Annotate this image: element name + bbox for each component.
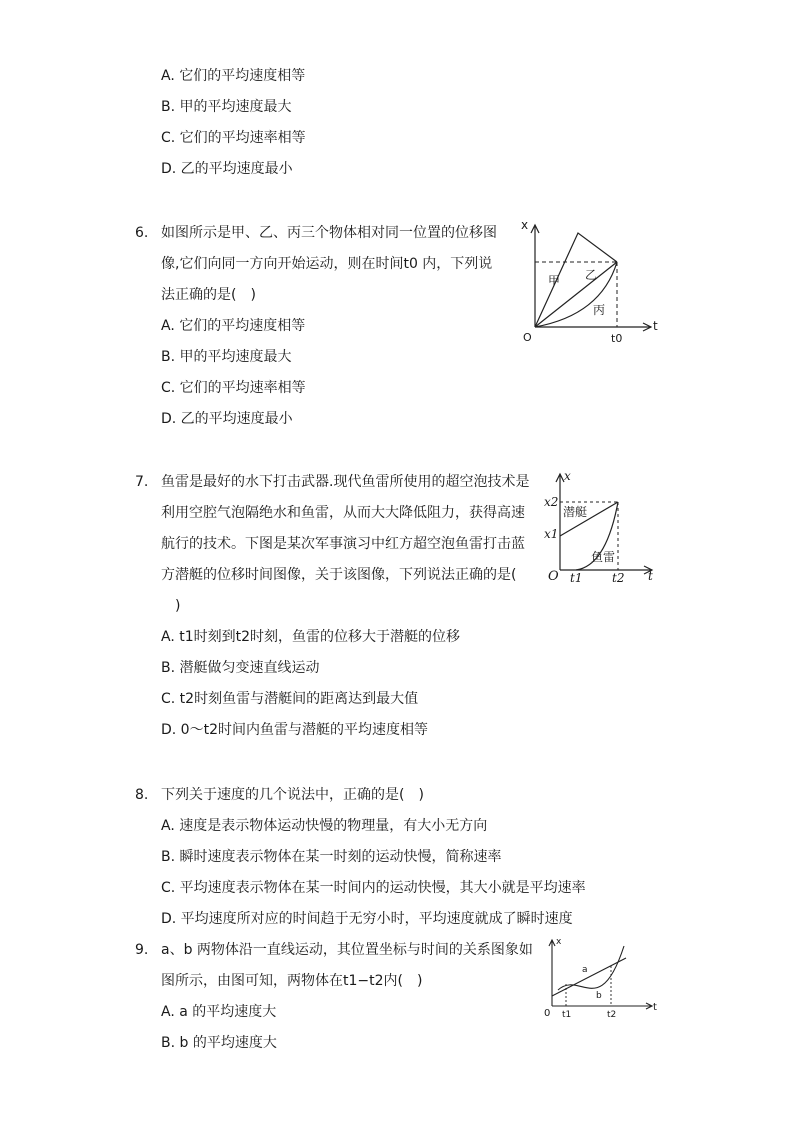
curve-label-a: a [582, 965, 588, 975]
t1-tick-label: t1 [570, 571, 583, 585]
curve-label-submarine: 潜艇 [563, 505, 588, 519]
origin-label: O [523, 331, 532, 344]
option-b: B. 甲的平均速度最大 [161, 349, 292, 365]
curve-label-jia: 甲 [548, 274, 561, 288]
option-b: B. 甲的平均速度最大 [161, 99, 292, 115]
x-axis-label: t [653, 319, 658, 333]
origin-label: 0 [544, 1008, 551, 1019]
curve-label-b: b [596, 991, 602, 1001]
option-a: A. 它们的平均速度相等 [161, 68, 306, 84]
q7-displacement-time-graph [540, 466, 665, 586]
question-stem-line: a、b 两物体沿一直线运动，其位置坐标与时间的关系图象如 [161, 942, 533, 958]
question-stem-line: ) [161, 598, 181, 614]
curve-label-yi: 乙 [585, 268, 598, 282]
question-number: 8. [135, 787, 149, 803]
x1-tick-label: x1 [544, 527, 559, 541]
question-number: 9. [135, 942, 149, 958]
option-d: D. 0～t2时间内鱼雷与潜艇的平均速度相等 [161, 722, 428, 738]
question-stem-line: 鱼雷是最好的水下打击武器.现代鱼雷所使用的超空泡技术是 [161, 474, 530, 490]
option-d: D. 乙的平均速度最小 [161, 161, 293, 177]
t0-tick-label: t0 [611, 332, 623, 345]
question-stem-line: 图所示，由图可知，两物体在t1−t2内( ) [161, 973, 423, 989]
question-number: 7. [135, 474, 149, 490]
t2-tick-label: t2 [607, 1010, 617, 1020]
t1-tick-label: t1 [562, 1010, 572, 1020]
option-a: A. 它们的平均速度相等 [161, 318, 306, 334]
question-stem-line: 法正确的是( ) [161, 287, 256, 303]
x2-tick-label: x2 [544, 495, 559, 509]
option-c: C. 它们的平均速率相等 [161, 130, 306, 146]
option-c: C. 它们的平均速率相等 [161, 380, 306, 396]
option-d: D. 乙的平均速度最小 [161, 411, 293, 427]
q9-position-time-graph [540, 936, 665, 1021]
curve-yi [535, 262, 617, 327]
option-c: C. t2时刻鱼雷与潜艇间的距离达到最大值 [161, 691, 419, 707]
question-stem-line: 航行的技术。下图是某次军事演习中红方超空泡鱼雷打击蓝 [161, 536, 525, 552]
t2-tick-label: t2 [612, 571, 625, 585]
option-b: B. b 的平均速度大 [161, 1035, 277, 1051]
option-c: C. 平均速度表示物体在某一时间内的运动快慢，其大小就是平均速率 [161, 880, 586, 896]
question-stem-line: 下列关于速度的几个说法中，正确的是( ) [161, 787, 424, 803]
option-b: B. 潜艇做匀变速直线运动 [161, 660, 320, 676]
y-axis-label: x [556, 937, 562, 947]
question-stem-line: 如图所示是甲、乙、丙三个物体相对同一位置的位移图 [161, 225, 497, 241]
curve-label-torpedo: 鱼雷 [591, 550, 616, 564]
curve-b [558, 946, 624, 990]
curve-label-bing: 丙 [593, 303, 606, 317]
option-a: A. 速度是表示物体运动快慢的物理量，有大小无方向 [161, 818, 488, 834]
question-stem-line: 方潜艇的位移时间图像，关于该图像，下列说法正确的是( [161, 567, 517, 583]
x-axis-label: t [653, 1002, 657, 1013]
y-axis-label: x [564, 469, 571, 483]
option-b: B. 瞬时速度表示物体在某一时刻的运动快慢，简称速率 [161, 849, 502, 865]
q6-position-time-graph [515, 215, 665, 350]
question-stem-line: 像,它们向同一方向开始运动，则在时间t0 内，下列说 [161, 256, 493, 272]
line-a [552, 958, 626, 996]
option-a: A. a 的平均速度大 [161, 1004, 277, 1020]
origin-label: O [548, 569, 559, 584]
option-d: D. 平均速度所对应的时间趋于无穷小时，平均速度就成了瞬时速度 [161, 911, 573, 927]
x-axis-label: t [648, 569, 653, 583]
question-stem-line: 利用空腔气泡隔绝水和鱼雷，从而大大降低阻力，获得高速 [161, 505, 525, 521]
option-a: A. t1时刻到t2时刻，鱼雷的位移大于潜艇的位移 [161, 629, 461, 645]
y-axis-label: x [521, 218, 529, 232]
question-number: 6. [135, 225, 149, 241]
